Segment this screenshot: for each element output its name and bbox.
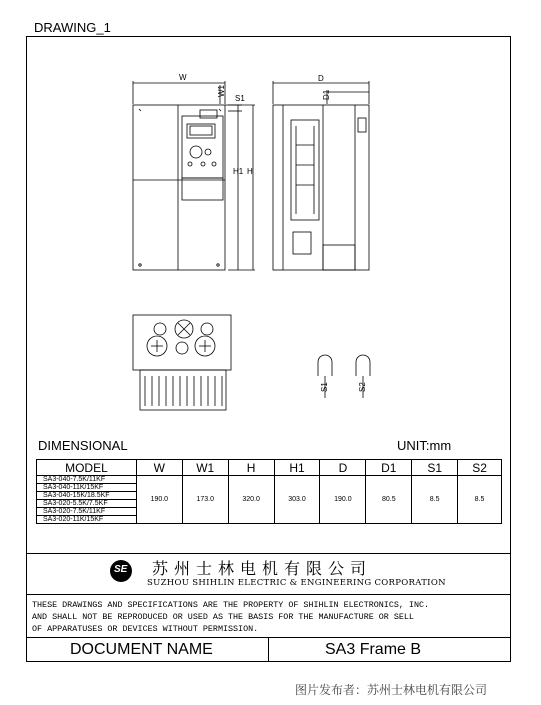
dim-h-label: H xyxy=(247,167,253,176)
header-w: W xyxy=(136,460,182,476)
model-list xyxy=(37,476,137,524)
header-d: D xyxy=(320,460,366,476)
model-item: SA3-020-11K/15KF xyxy=(43,516,104,523)
value-h: 320.0 xyxy=(228,476,274,524)
dim-w1-label: W1 xyxy=(217,85,226,97)
value-w: 190.0 xyxy=(136,476,182,524)
title-block-divider xyxy=(268,638,269,662)
header-d1: D1 xyxy=(366,460,412,476)
company-logo: SE xyxy=(110,560,132,582)
table-row xyxy=(37,476,502,524)
dim-d1-label: D1 xyxy=(322,89,331,100)
dimensional-title: DIMENSIONAL xyxy=(38,438,128,453)
document-name-value: SA3 Frame B xyxy=(325,641,422,658)
model-item: SA3-040-15K/18.5KF xyxy=(37,492,136,500)
document-name-label: DOCUMENT NAME xyxy=(70,641,213,658)
header-h1: H1 xyxy=(274,460,320,476)
unit-label: UNIT:mm xyxy=(397,438,452,453)
header-s2: S2 xyxy=(458,460,502,476)
header-h: H xyxy=(228,460,274,476)
value-w1: 173.0 xyxy=(182,476,228,524)
value-d1: 80.5 xyxy=(366,476,412,524)
screw-s1-label: S1 xyxy=(320,382,329,392)
model-item: SA3-040-11K/15KF xyxy=(37,484,136,492)
model-item: SA3-020-7.5K/11KF xyxy=(37,508,136,516)
company-name-en: SUZHOU SHIHLIN ELECTRIC & ENGINEERING CORPORATION xyxy=(147,578,446,588)
drawing-title: DRAWING_1 xyxy=(34,20,111,35)
publisher-watermark: 图片发布者：苏州士林电机有限公司 xyxy=(295,683,488,697)
value-d: 190.0 xyxy=(320,476,366,524)
dim-d-label: D xyxy=(318,74,324,83)
value-h1: 303.0 xyxy=(274,476,320,524)
model-item: SA3-040-7.5K/11KF xyxy=(37,476,136,484)
model-item: SA3-020-5.5K/7.5KF xyxy=(37,500,136,508)
company-name-cn: 苏州士林电机有限公司 xyxy=(152,559,373,578)
dim-w-label: W xyxy=(179,73,187,82)
screw-s2-label: S2 xyxy=(358,382,367,392)
dimension-table xyxy=(36,459,502,524)
dim-s1-label: S1 xyxy=(235,94,245,103)
header-s1: S1 xyxy=(412,460,458,476)
value-s2: 8.5 xyxy=(458,476,502,524)
dim-h1-label: H1 xyxy=(233,167,244,176)
bottom-view xyxy=(133,315,231,410)
side-view xyxy=(273,81,369,270)
table-header-row xyxy=(37,460,502,476)
header-model: MODEL xyxy=(37,460,137,476)
copyright-notice: THESE DRAWINGS AND SPECIFICATIONS ARE THE PROPERTY OF SHIHLIN ELECTRONICS, INC. AND SHALL NOT BE REPRODUCED OR USED AS THE BASIS FOR THE MANUFACTURE OR SELL OF APPARATUSES OR DEVICES WITHOUT PERMISSION. xyxy=(32,600,430,634)
header-w1: W1 xyxy=(182,460,228,476)
value-s1: 8.5 xyxy=(412,476,458,524)
